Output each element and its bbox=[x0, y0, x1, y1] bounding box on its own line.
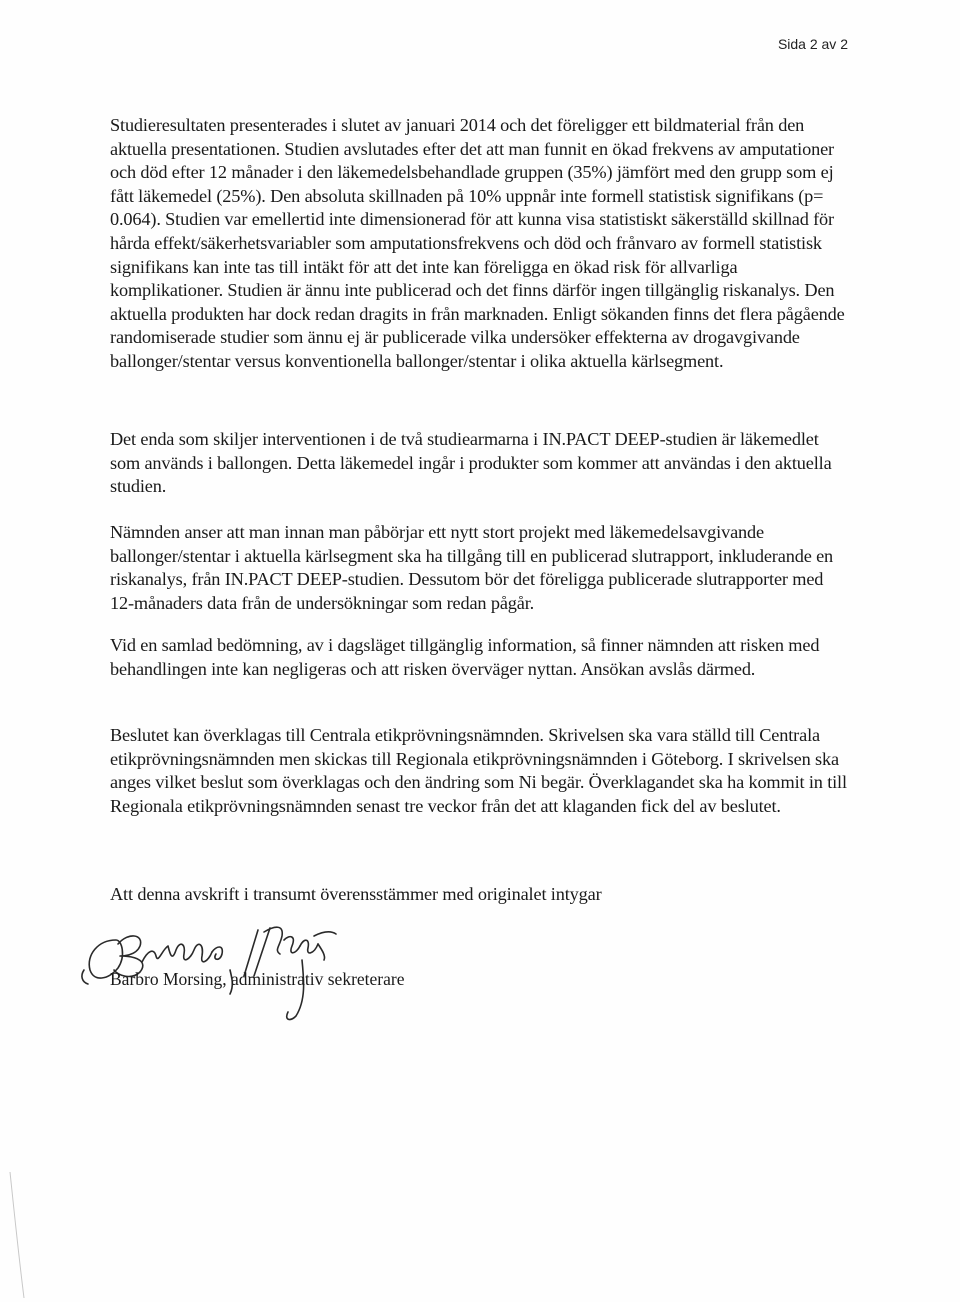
signature-block bbox=[78, 910, 518, 1030]
paragraph-intervention-difference: Det enda som skiljer interventionen i de två studiearmarna i IN.PACT DEEP-studien är läkemedlet som används i ballongen. Detta läkemedel ingår i produkter som kommer att användas i den aktuella studien. bbox=[110, 429, 832, 497]
paragraph-certification: Att denna avskrift i transumt överensstämmer med originalet intygar bbox=[110, 884, 602, 904]
signer-name-title: Barbro Morsing, administrativ sekreterare bbox=[110, 969, 405, 989]
paragraph-overall-assessment: Vid en samlad bedömning, av i dagsläget tillgänglig information, så finner nämnden att risken med behandlingen inte kan negligeras och att risken överväger nyttan. Ansökan avslås därmed. bbox=[110, 635, 820, 679]
paragraph-appeal-information: Beslutet kan överklagas till Centrala etikprövningsnämnden. Skrivelsen ska vara ställd till Centrala etikprövningsnämnden men skickas till Regionala etikprövningsnämnden i Göteborg. I skrivelsen ska anges vilket beslut som överklagas och den ändring som Ni begär. Överklagandet ska ha kommit in till Regionala etikprövningsnämnden senast tre veckor från det att klaganden fick del av beslutet. bbox=[110, 725, 847, 816]
paragraph-committee-opinion: Nämnden anser att man innan man påbörjar ett nytt stort projekt med läkemedelsavgivande ballonger/stentar i aktuella kärlsegment ska ha tillgång till en publicerad slutrapport, inkluderande en riskanalys, från IN.PACT DEEP-studien. Dessutom bör det föreligga publicerade slutrapporter med 12-månaders data från de undersökningar som redan pågår. bbox=[110, 522, 834, 613]
page-number: Sida 2 av 2 bbox=[777, 36, 848, 52]
paragraph-study-results: Studieresultaten presenterades i slutet av januari 2014 och det föreligger ett bildmaterial från den aktuella presentationen. Studien avslutades efter det att man funnit en ökad frekvens av amputationer och död efter 12 månader i den läkemedelsbehandlade gruppen (35%) jämfört med den grupp som ej fått läkemedel (25%). Den absoluta skillnaden på 10% uppnår inte formell statistisk signifikans (p= 0.064). Studien var emellertid inte dimensionerad för att kunna visa statistiskt säkerställd skillnad för hårda effekt/säkerhetsvariabler som amputationsfrekvens och död och frånvaro av formell statistisk signifikans kan inte tas till intäkt för att det inte kan föreligga en ökad risk för allvarliga komplikationer. Studien är ännu inte publicerad och det finns därför ingen tillgänglig riskanalys. Den aktuella produkten har dock redan dragits in från marknaden. Enligt sökanden finns det flera pågående randomiserade studier som ännu ej är publicerade vilka undersöker effekterna av drogavgivande ballonger/stentar versus konventionella ballonger/stentar i olika aktuella kärlsegment. bbox=[110, 115, 845, 371]
scan-artifact-line bbox=[8, 1170, 28, 1300]
